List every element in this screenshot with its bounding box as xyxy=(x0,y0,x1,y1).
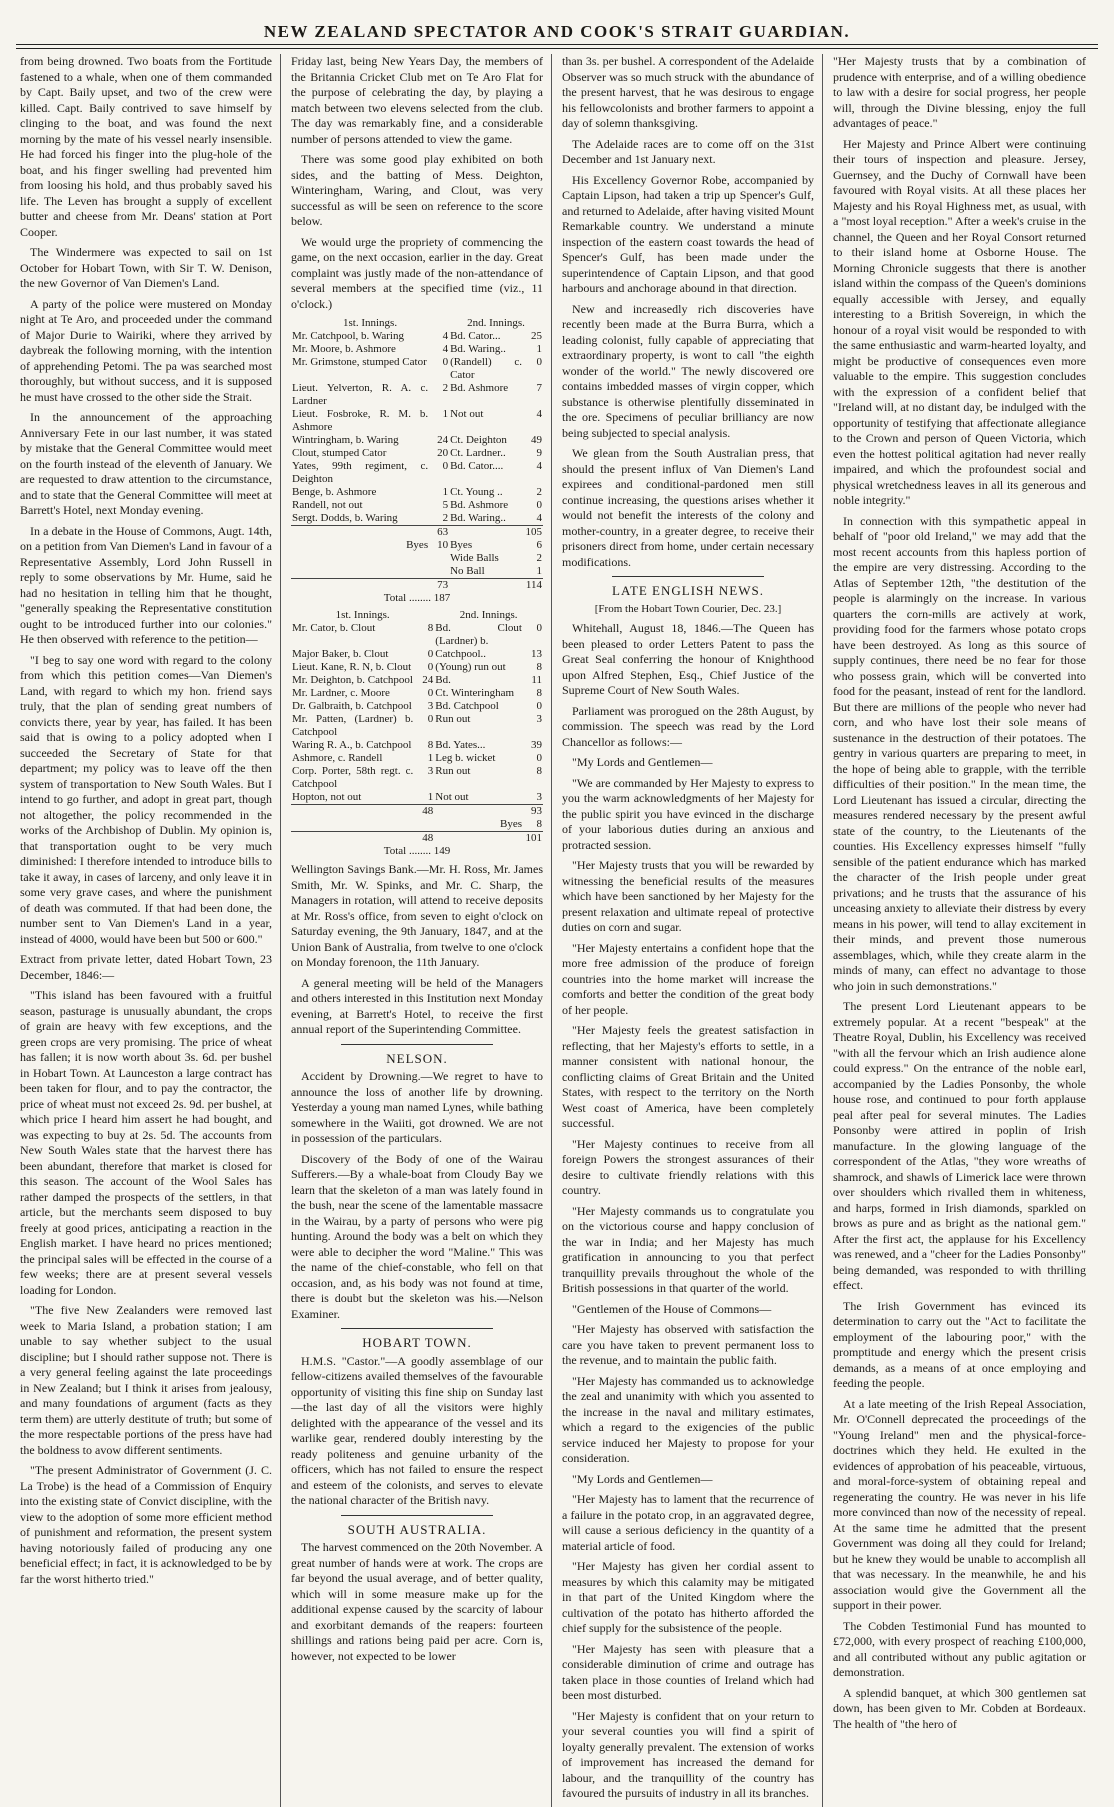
scorecard-1: 1st. Innings. 2nd. Innings. Mr. Catchpool, b. Waring 4 Bd. Cator... 25 Mr. Moore, b. Ashmore 4 Bd. Waring.. 1 Mr. Grimstone, stumped Cator 0 (Randell) c. Cator 0 Lieut. Yelverton, R. A. c. Lardner 2 Bd. Ashmore 7 Lieut. Fosbroke, R. M. b. Ashmore 1 Not out 4 Wintringham, b. Waring 24 Ct. Deighton 49 Clout, stumped Cator 20 Ct. Lardner.. 9 Yates, 99th regiment, c. Deighton 0 Bd. Cator.... 4 Benge, b. Ashmore 1 Ct. Young .. 2 Randell, not out 5 Bd. Ashmore 0 Sergt. Dodds, b. Waring 2 Bd. Waring.. 4 63 105 Byes 10 Byes 6 Wide Balls 2 No Ball 1 73 114 Total ........ 187 xyxy=(292,317,542,604)
article-harvest: The harvest commenced on the 20th November. A great number of hands were at work. The crops are far beyond the usual average, and of better quality, which will in some measure make up for the additional expense caused by the scarcity of labour and exorbitant demands of the reapers: fourteen shillings and rations being paid per acre. Corn is, however, not expected to be lower xyxy=(291,1540,543,1663)
batsman-1st: Major Baker, b. Clout xyxy=(292,648,389,660)
byes-1: 10 xyxy=(437,539,449,551)
score-row xyxy=(291,687,543,700)
batsman-1st: Lieut. Yelverton, R. A. c. Lardner xyxy=(292,382,429,407)
article-russell-quote: "I beg to say one word with regard to the colony from which this petition comes—Van Diemen's Land, with regard to which my hon. friend says truly, that the plan of sending great numbers of convicts there, year by year, has failed. It has been said that is owing to a policy adopted when I succeeded the Secretary of State for that department; my policy was to leave off the then system of transportation to New South Wales. But I intend to go further, and adopt in great part, though not altogether, the policy recommended in the works of the Archbishop of Dublin. My opinion is, that transportation ought to be very much diminished: I therefore intended to introduce bills to take it away, in cases of larceny, and only leave it in some very grave cases, and where the punishment of death was commuted. If that had been done, the number sent to Van Diemen's Land in a year, instead of 4000, would have been but 500 or 600." xyxy=(20,652,272,946)
section-heading-hobart: HOBART TOWN. xyxy=(362,1335,472,1350)
runs-2nd: 0 xyxy=(536,622,542,634)
article-general-meeting: A general meeting will be held of the Managers and others interested in this Institution next Monday evening, at Barrett's Hotel, to receive the first annual report of the Superintending Committee. xyxy=(291,975,543,1036)
speech-paragraph: "Her Majesty has to lament that the recurrence of a failure in the potato crop, in an aggravated degree, will cause a serious deficiency in the quantity of a material article of food. xyxy=(562,1492,814,1553)
article-wairau: Discovery of the Body of one of the Wairau Sufferers.—By a whale-boat from Cloudy Bay we learn that the skeleton of a man was lately found in the bush, near the scene of the lamentable massacre in the Wairau, by a party of persons who were pig hunting. Around the body was a belt on which they were able to decipher the word "Maline." This was the name of the chief-constable, who fell on that occasion, and, as his body was not found at time, there is doubt but the skeleton was his.—Nelson Examiner. xyxy=(291,1151,543,1321)
article-races: The Adelaide races are to come off on the 31st December and 1st January next. xyxy=(562,136,814,166)
extra-label: Wide Balls xyxy=(450,552,499,564)
runs-1st: 8 xyxy=(427,739,434,751)
runs-2nd: 0 xyxy=(536,499,542,511)
score-row xyxy=(291,713,543,739)
section-heading-nelson: NELSON. xyxy=(386,1050,448,1066)
innings-header: 1st. Innings. xyxy=(343,317,398,329)
byes-2: 8 xyxy=(536,818,542,830)
speech-paragraph: "Her Majesty has commanded us to acknowledge the zeal and unanimity with which you assented to the increase in the naval and military estimates, which a regard to the exigencies of the public service induced her Majesty to propose for your consideration. xyxy=(562,1373,814,1465)
runs-2nd: 49 xyxy=(531,434,542,446)
runs-2nd: 3 xyxy=(536,713,542,725)
total-1: 73 xyxy=(429,579,449,593)
extra-value: 6 xyxy=(536,539,542,551)
dismissal-2nd: Catchpool.. xyxy=(435,648,487,660)
article-hobart-letter-intro: Extract from private letter, dated Hobart Town, 23 December, 1846:— xyxy=(20,952,272,982)
runs-2nd: 1 xyxy=(536,343,542,355)
runs-2nd: 3 xyxy=(536,791,542,803)
dismissal-2nd: Bd. Ashmore xyxy=(450,382,509,394)
runs-1st: 5 xyxy=(442,499,449,511)
article-harvest-cont: than 3s. per bushel. A correspondent of the Adelaide Observer was so much struck with the abundance of the present harvest, that he was desirous to engage his fellowcolonists and brother farmers to appoint a day of solemn thanksgiving. xyxy=(562,54,814,130)
speech-address: "Gentlemen of the House of Commons— xyxy=(572,1301,772,1316)
speech-paragraph: "Her Majesty has given her cordial assent to measures by which this calamity may be mitigated in that part of the United Kingdom where the cultivation of the potato has hitherto afforded the chief supply for the subsistence of the people. xyxy=(562,1559,814,1635)
total-label: Total xyxy=(383,845,407,857)
runs-1st: 2 xyxy=(442,382,449,394)
speech-paragraph: "Her Majesty trusts that you will be rewarded by witnessing the beneficial results of the measures which have been sanctioned by her Majesty for the present relaxation and ultimate repeal of protective duties on corn and sugar. xyxy=(562,858,814,934)
dismissal-2nd: Leg b. wicket xyxy=(435,752,496,764)
innings-header: 1st. Innings. xyxy=(335,609,390,621)
article-savings-bank: Wellington Savings Bank.—Mr. H. Ross, Mr. James Smith, Mr. W. Spinks, and Mr. C. Sharp, the Managers in rotation, will attend to receive deposits at Mr. Ross's office, from seven to eight o'clock on Saturday evening, the 9th January, 1847, and at the Union Bank of Australia, from twelve to one o'clock on Monday forenoon, the 11th January. xyxy=(291,862,543,969)
runs-2nd: 0 xyxy=(536,356,542,368)
score-row xyxy=(291,447,543,460)
speech-paragraph: "Her Majesty has observed with satisfaction the care you have taken to prevent permanent loss to the revenue, and to maintain the public faith. xyxy=(562,1322,814,1367)
runs-1st: 1 xyxy=(442,486,449,498)
byes-label: Byes xyxy=(406,539,429,551)
speech-paragraph: "Her Majesty is confident that on your return to your several counties you will find a spirit of loyalty generally prevalent. The extension of works of improvement has increased the demand for labour, and the tranquillity of the country has favoured the pursuits of industry in all its branches. xyxy=(562,1708,814,1800)
batsman-1st: Mr. Deighton, b. Catchpool xyxy=(292,674,413,686)
speech-conclusion: "Her Majesty trusts that by a combination of prudence with enterprise, and of a willing obedience to law with a desire for social progress, her people will, through the Divine blessing, enjoy the full advantages of peace." xyxy=(833,54,1086,130)
column-4 xyxy=(833,54,1094,1807)
batsman-1st: Ashmore, c. Randell xyxy=(292,752,383,764)
dismissal-2nd: Bd. Waring.. xyxy=(450,512,506,524)
runs-2nd: 25 xyxy=(531,330,542,342)
runs-1st: 20 xyxy=(437,447,449,459)
runs-2nd: 13 xyxy=(531,648,542,660)
dismissal-2nd: Ct. Lardner.. xyxy=(450,447,506,459)
dismissal-2nd: Run out xyxy=(435,765,471,777)
dismissal-2nd: (Young) run out xyxy=(435,661,506,673)
article-whaling: from being drowned. Two boats from the Fortitude fastened to a whale, when one of them commanded by Capt. Baily upset, and two of the crew were killed. Capt. Baily contrived to save himself by clinging to the boat, and was found the next morning by the mate of his vessel nearly insensible. He had forced his finger into the plug-hole of the boat, and his finger swelling had prevented him from loosing his hold, and thus probably saved his life. The Leven has brought a supply of excellent butter and cheese from Mr. Deans' station at Port Cooper. xyxy=(20,54,272,239)
article-parliament: Parliament was prorogued on the 28th August, by commission. The speech was read by the Lord Chancellor as follows:— xyxy=(562,703,814,749)
batsman-1st: Wintringham, b. Waring xyxy=(292,434,399,446)
subtotal-1: 63 xyxy=(429,526,449,540)
article-lord-lieutenant: The present Lord Lieutenant appears to be extremely popular. At a recent "bespeak" at the Theatre Royal, Dublin, his Excellency was received "with all the fervour which an Irish audience alone could express." On the entrance of the noble earl, accompanied by the Ladies Ponsonby, the whole house rose, and continued to pour forth applause peal after peal for several minutes. The Ladies Ponsonby were attired in poplin of Irish manufacture. In the glowing language of the correspondent of the Atlas, "they wore wreaths of shamrock, and shawls of Limerick lace were thrown over shoulders which rivalled them in whiteness, and harps, formed in Irish diamonds, sparkled on brows as pure and as bright as the national gem." After the first act, the applause for his Excellency was renewed, and a "cheer for the Ladies Ponsonby" being demanded, was responded to with thrilling effect. xyxy=(833,999,1086,1292)
extra-value: 1 xyxy=(536,565,542,577)
score-row xyxy=(291,382,543,408)
runs-2nd: 4 xyxy=(536,512,542,524)
total-2: 114 xyxy=(523,579,543,593)
runs-1st: 4 xyxy=(442,330,449,342)
section-heading-south-australia: SOUTH AUSTRALIA. xyxy=(347,1521,487,1537)
article-royal-tour: Her Majesty and Prince Albert were continuing their tours of inspection and pleasure. Jersey, Guernsey, and the Duchy of Cornwall have been favoured with Royal visits. At all these places her Majesty and his Royal Highness met, as usual, with a "most loyal reception." After a week's cruise in the channel, the Queen and her Royal Consort returned to their island home at Osborne House. The Morning Chronicle suggests that there is another island within the compass of the Queen's dominions equally accessible with Jersey, and equally interesting to a British Sovereign, in which the honour of a royal visit would be responded to with the same enthusiastic and warm-hearted loyalty, and might be productive of consequences even more valuable to the empire. This suggestion concludes with the expression of a confident belief that "Ireland will, at no distant day, be indulged with the opportunity of testifying that affectionate allegiance to the Crown and person of Queen Victoria, which even the hottest political agitation had never really impaired, and which the profoundest social and physical wretchedness leaves in all its generous and noble integrity." xyxy=(833,136,1086,507)
article-cricket-play: There was some good play exhibited on both sides, and the batting of Mess. Deighton, Winteringham, Waring, and Clout, was very successful as will be seen on reference to the score below. xyxy=(291,152,543,228)
batsman-1st: Waring R. A., b. Catchpool xyxy=(292,739,412,751)
speech-paragraph: "Her Majesty commands us to congratulate you on the victorious course and happy conclusion of the war in India; and her Majesty has much gratification in announcing to you that perfect tranquillity prevails throughout the whole of the British possessions in that quarter of the world. xyxy=(562,1203,814,1295)
runs-1st: 0 xyxy=(427,687,434,699)
masthead-rule-thin xyxy=(16,48,1098,49)
dismissal-2nd: Ct. Winteringham xyxy=(435,687,515,699)
total-2: 101 xyxy=(523,832,543,846)
article-whitehall: Whitehall, August 18, 1846.—The Queen has been pleased to order Letters Patent to pass the Great Seal conferring the honour of Knighthood upon Alfred Stephen, Esq., Chief Justice of the Supreme Court of New South Wales. xyxy=(562,621,814,697)
speech-paragraph: "Her Majesty entertains a confident hope that the more free admission of the produce of foreign countries into the home market will increase the comforts and better the condition of the great body of her people. xyxy=(562,940,814,1017)
article-irish-government: The Irish Government has evinced its determination to carry out the "Act to facilitate the employment of the labouring poor," with the promptitude and energy which the present crisis demands, as a means of at once employing and feeding the people. xyxy=(833,1298,1086,1390)
dismissal-2nd: Ct. Deighton xyxy=(450,434,507,446)
score-row xyxy=(291,512,543,526)
article-burra: New and increasedly rich discoveries have recently been made at the Burra Burra, which a leading colonist, fully capable of appreciating that extraordinary property, is wont to call "the eighth wonder of the world." The newly discovered ore contains imbedded masses of virgin copper, which substance is otherwise plentifully disseminated in the ore. Specimens of peculiar brilliancy are now being subjected to special analysis. xyxy=(562,301,814,440)
runs-1st: 1 xyxy=(427,752,434,764)
article-administrator: "The present Administrator of Government (J. C. La Trobe) is the head of a Commission of Enquiry into the existing state of Convict discipline, with the view to the adoption of some more efficient method of punishment and reformation, the present system having notoriously failed of producing any one beneficial effect; in fact, it is acknowledged to be by far the worst hitherto tried." xyxy=(20,1463,272,1586)
runs-2nd: 7 xyxy=(536,382,542,394)
extra-label: Byes xyxy=(450,539,473,551)
score-row xyxy=(291,739,543,752)
score-row xyxy=(291,661,543,674)
runs-1st: 3 xyxy=(427,765,434,777)
column-3 xyxy=(562,54,823,1807)
grand-total: 187 xyxy=(433,592,451,604)
score-row xyxy=(291,486,543,499)
score-row xyxy=(291,408,543,434)
batsman-1st: Benge, b. Ashmore xyxy=(292,486,377,498)
runs-1st: 0 xyxy=(442,356,449,368)
score-row xyxy=(291,765,543,791)
batsman-1st: Randell, not out xyxy=(292,499,363,511)
runs-2nd: 8 xyxy=(536,687,542,699)
dismissal-2nd: Ct. Young .. xyxy=(450,486,503,498)
scorecard-2: 1st. Innings. 2nd. Innings. Mr. Cator, b. Clout 8 Bd. Clout (Lardner) b. 0 Major Baker, b. Clout 0 Catchpool.. 13 Lieut. Kane, R. N, b. Clout 0 (Young) run out 8 Mr. Deighton, b. Catchpool 24 Bd. 11 Mr. Lardner, c. Moore 0 Ct. Winteringham 8 Dr. Galbraith, b. Catchpool 3 Bd. Catchpool 0 Mr. Patten, (Lardner) b. Catchpool 0 Run out 3 Waring R. A., b. Catchpool 8 Bd. Yates... 39 Ashmore, c. Randell 1 Leg b. wicket 0 Corp. Porter, 58th regt. c. Catchpool 3 Run out 8 Hopton, not out 1 Not out 3 48 93 Byes 8 48 101 Total ........ 149 xyxy=(292,609,542,857)
speech-address: "My Lords and Gentlemen— xyxy=(572,755,713,769)
dismissal-2nd: Bd. Cator... xyxy=(450,330,501,342)
runs-1st: 4 xyxy=(442,343,449,355)
runs-2nd: 0 xyxy=(536,700,542,712)
score-row xyxy=(291,499,543,512)
section-heading-late-english-news: LATE ENGLISH NEWS. xyxy=(612,583,764,598)
batsman-1st: Mr. Lardner, c. Moore xyxy=(292,687,390,699)
divider xyxy=(341,1044,492,1045)
speech-paragraph: "We are commanded by Her Majesty to express to you the warm acknowledgments of her Majesty for the public spirit you have evinced in the discharge of your laborious duties during an anxious and protracted session. xyxy=(562,775,814,852)
runs-2nd: 2 xyxy=(536,486,542,498)
dismissal-2nd: Bd. Catchpool xyxy=(435,700,499,712)
dismissal-2nd: Bd. xyxy=(435,674,451,686)
article-cobden-banquet: A splendid banquet, at which 300 gentlemen sat down, has been given to Mr. Cobden at Bordeaux. The health of "the hero of xyxy=(833,1685,1086,1731)
batsman-1st: Clout, stumped Cator xyxy=(292,447,387,459)
score-row xyxy=(291,356,543,382)
dismissal-2nd: Bd. Ashmore xyxy=(450,499,509,511)
dismissal-2nd: Not out xyxy=(450,408,484,420)
score-row xyxy=(291,330,543,343)
subtotal-2: 105 xyxy=(523,526,543,540)
runs-2nd: 8 xyxy=(536,661,542,673)
article-cricket-urge: We would urge the propriety of commencing the game, on the next occasion, earlier in the day. Great complaint was justly made of the non-attendance of several members at the specified time (viz., 11 o'clock.) xyxy=(291,234,543,311)
runs-1st: 3 xyxy=(427,700,434,712)
runs-1st: 2 xyxy=(442,512,449,524)
runs-1st: 8 xyxy=(427,622,434,634)
dismissal-2nd: Not out xyxy=(435,791,469,803)
runs-2nd: 4 xyxy=(536,460,542,472)
article-windermere: The Windermere was expected to sail on 1st October for Hobart Town, with Sir T. W. Denison, the new Governor of Van Diemen's Land. xyxy=(20,245,272,290)
article-castor: H.M.S. "Castor."—A goodly assemblage of our fellow-citizens availed themselves of the favourable opportunity of visiting this fine ship on Sunday last—the last day of all the visitors were highly delighted with the appearance of the vessel and its warlike gear, rendered doubly interesting by the ready politeness and genuine urbanity of the officers, which has not failed to ensure the respect and esteem of the colonists, and serves to elevate the national character of the British navy. xyxy=(291,1353,543,1507)
dismissal-2nd: Bd. Yates... xyxy=(435,739,486,751)
article-anniversary: In the announcement of the approaching Anniversary Fete in our last number, it was stated by mistake that the General Committee would meet on the fourth instead of the eleventh of January. We are requested to draw attention to the circumstance, and to state that the General Committee will meet at Barrett's Hotel, next Monday evening. xyxy=(20,410,272,517)
source-line: [From the Hobart Town Courier, Dec. 23.] xyxy=(594,602,782,615)
subtotal-2: 93 xyxy=(523,805,543,819)
runs-2nd: 4 xyxy=(536,408,542,420)
batsman-1st: Sergt. Dodds, b. Waring xyxy=(292,512,398,524)
article-repeal-association: At a late meeting of the Irish Repeal Association, Mr. O'Connell deprecated the proceedings of the "Young Ireland" men and the physical-force-doctrines which they held. He exulted in the evidences of approbation of his peaceable, virtuous, and moral-force-system of obtaining repeal and regenerating the country. He was never in his life more convinced than now of the necessity of repeal. At the same time he admitted that the present Government was doing all they could for Ireland; but he knew they would be unable to accomplish all that was necessary. In the meanwhile, he and his association would give the Government all the support in their power. xyxy=(833,1396,1086,1612)
article-expirees: We glean from the South Australian press, that should the present influx of Van Diemen's Land expirees and conditional-pardoned men still continue increasing, the questions arises whether it would not benefit the interests of the colony and mother-country, in a greater degree, to receive their prisoners direct from home, under certain necessary modifications. xyxy=(562,446,814,569)
batsman-1st: Mr. Moore, b. Ashmore xyxy=(292,343,396,355)
batsman-1st: Dr. Galbraith, b. Catchpool xyxy=(292,700,412,712)
runs-1st: 0 xyxy=(427,648,434,660)
divider xyxy=(341,1328,492,1329)
score-row xyxy=(291,343,543,356)
masthead-title: NEW ZEALAND SPECTATOR AND COOK'S STRAIT GUARDIAN. xyxy=(263,22,851,41)
article-drowning: Accident by Drowning.—We regret to have to announce the loss of another life by drowning. Yesterday a young man named Lynes, while bathing somewhere in the Waiiti, got drowned. We are not in possession of the particulars. xyxy=(291,1069,543,1145)
runs-1st: 1 xyxy=(427,791,434,803)
article-cricket: Friday last, being New Years Day, the members of the Britannia Cricket Club met on Te Aro Flat for the purpose of celebrating the day, by playing a match between two elevens selected from the club. The day was remarkably fine, and a considerable number of persons attended to view the game. xyxy=(291,54,543,146)
divider xyxy=(612,576,763,577)
speech-paragraph: "Her Majesty has seen with pleasure that a considerable diminution of crime and outrage has taken place in those counties of Ireland which had been most disturbed. xyxy=(562,1641,814,1702)
dismissal-2nd: (Randell) c. Cator xyxy=(450,356,522,381)
innings-header: 2nd. Innings. xyxy=(467,317,525,329)
runs-1st: 0 xyxy=(442,460,449,472)
runs-2nd: 9 xyxy=(536,447,542,459)
score-row xyxy=(291,752,543,765)
byes-label: Byes xyxy=(500,818,522,830)
extra-value: 2 xyxy=(536,552,542,564)
score-row xyxy=(291,622,543,648)
article-police: A party of the police were mustered on Monday night at Te Aro, and proceeded under the command of Major Durie to Wairiki, where they arrived by daybreak the following morning, with the intention of apprehending Petomi. The pa was searched most thoroughly, but without success, and it is supposed he must have crossed to the other side the Strait. xyxy=(20,296,272,404)
batsman-1st: Lieut. Fosbroke, R. M. b. Ashmore xyxy=(292,408,429,433)
batsman-1st: Corp. Porter, 58th regt. c. Catchpool xyxy=(292,765,414,790)
article-commons-debate: In a debate in the House of Commons, Augt. 14th, on a petition from Van Diemen's Land in favour of a Representative Assembly, Lord John Russell in reply to some observations by Mr. Hume, said he had no hesitation in telling him that he thought, "generally speaking the Representative constitution ought to be introduced further into our colonies." He then observed with reference to the petition— xyxy=(20,523,272,646)
runs-1st: 1 xyxy=(442,408,449,420)
batsman-1st: Mr. Grimstone, stumped Cator xyxy=(292,356,427,368)
batsman-1st: Mr. Patten, (Lardner) b. Catchpool xyxy=(292,713,414,738)
article-new-zealanders: "The five New Zealanders were removed last week to Maria Island, a probation station; I am unable to say whether subject to the usual discipline; but I should rather suppose not. There is a very general feeling against the late proceedings in New Zealand; but I think it arises from jealousy, and many foundations of argument (facts as they term them) are utterly destitute of truth; but some of the more respectable portions of the press have had the boldness to avow different sentiments. xyxy=(20,1303,272,1457)
dismissal-2nd: Run out xyxy=(435,713,471,725)
dismissal-2nd: Bd. Cator.... xyxy=(450,460,504,472)
runs-1st: 0 xyxy=(427,661,434,673)
runs-2nd: 0 xyxy=(536,752,542,764)
extra-label: No Ball xyxy=(450,565,485,577)
batsman-1st: Yates, 99th regiment, c. Deighton xyxy=(292,460,429,485)
score-row xyxy=(291,648,543,661)
subtotal-1: 48 xyxy=(414,805,434,819)
batsman-1st: Mr. Cator, b. Clout xyxy=(292,622,376,634)
score-row xyxy=(291,460,543,486)
dismissal-2nd: Bd. Waring.. xyxy=(450,343,506,355)
batsman-1st: Hopton, not out xyxy=(292,791,362,803)
runs-1st: 24 xyxy=(437,434,449,446)
masthead-rule xyxy=(16,44,1098,45)
article-cobden-fund: The Cobden Testimonial Fund has mounted to £72,000, with every prospect of reaching £100,000, and all contributed without any public agitation or demonstration. xyxy=(833,1618,1086,1679)
speech-paragraph: "Her Majesty continues to receive from all foreign Powers the strongest assurances of their desire to cultivate friendly relations with this country. xyxy=(562,1136,814,1197)
article-governor-robe: His Excellency Governor Robe, accompanied by Captain Lipson, had taken a trip up Spencer's Gulf, and returned to Adelaide, after having visited Mount Remarkable country. We understand a minute inspection of the eastern coast towards the head of Spencer's Gulf, has been made under the superintendence of Captain Lipson, and that good harbours and anchorage abound in that direction. xyxy=(562,172,814,295)
runs-2nd: 11 xyxy=(531,674,542,686)
column-2 xyxy=(291,54,552,1807)
speech-paragraph: "Her Majesty feels the greatest satisfaction in reflecting, that her Majesty's efforts to settle, in a manner consistent with national honour, the conflicting claims of Great Britain and the United States, with respect to the territory on the North West coast of America, have been completely successful. xyxy=(562,1023,814,1130)
runs-1st: 0 xyxy=(427,713,434,725)
speech-address: "My Lords and Gentlemen— xyxy=(572,1471,713,1486)
score-row xyxy=(291,700,543,713)
score-row xyxy=(291,791,543,805)
score-row xyxy=(291,434,543,447)
grand-total: 149 xyxy=(433,845,451,857)
runs-1st: 24 xyxy=(422,674,434,686)
innings-header: 2nd. Innings. xyxy=(459,609,518,621)
total-1: 48 xyxy=(414,832,434,846)
divider xyxy=(341,1515,492,1516)
runs-2nd: 39 xyxy=(531,739,542,751)
dismissal-2nd: Bd. Clout (Lardner) b. xyxy=(435,622,522,647)
batsman-1st: Mr. Catchpool, b. Waring xyxy=(292,330,404,342)
batsman-1st: Lieut. Kane, R. N, b. Clout xyxy=(292,661,412,673)
article-hobart-letter: "This island has been favoured with a fruitful season, pasturage is unusually abundant, the crops of grain are heavy with few exceptions, and the green crops are very promising. The price of wheat has fallen; it is now worth about 3s. 6d. per bushel in Hobart Town. At Launceston a large contract has been taken for flour, and to pay the contractor, the price of wheat must not exceed 2s. 9d. per bushel, at which price I heard him assert he had bought, and was expecting to buy at 2s. 5d. The accounts from New South Wales state that the harvest there has been abundant, therefore that market is closed for this season. The account of the Wool Sales has rather damped the prospects of the settlers, in that article, but the merchants seem disposed to buy freely at good prices, anticipating a reaction in the English market. I have heard no prices mentioned; the principal sales will be effected in the course of a few weeks; there are at present several vessels loading for London. xyxy=(20,988,272,1297)
column-1 xyxy=(20,54,281,1807)
score-row xyxy=(291,674,543,687)
runs-2nd: 8 xyxy=(536,765,542,777)
total-label: Total xyxy=(383,592,407,604)
article-ireland-distress: In connection with this sympathetic appeal in behalf of "poor old Ireland," we may add that the most recent accounts from this hapless portion of the empire are very distressing. According to the Atlas of September 12th, "the destitution of the people is alarmingly on the increase. In various quarters the corn-mills are actively at work, providing food for the farmers whose potato crops have been destroyed. As long as this source of supply continues, there need be no fear for those who possess grain, which will be converted into food for the peasant, instead of rent for the landlord. But there are millions of the people who never had corn, and who have lost their sole means of sustenance in the destruction of their potatoes. The gentry in various quarters are preparing to meet, in the hope of being able to grapple, with the terrible difficulties of their position." In the mean time, the Lord Lieutenant has issued a circular, directing the measures rendered necessary by the present awful state of the country, to the Lieutenants of the counties. His Excellency expresses himself "fully sensible of the patient endurance which has marked the character of the Irish people under great privations; and he trusts that the assurance of his unceasing anxiety to alleviate their distress by every means in his power, will tend to allay excitement in their minds, and prevent those numerous assemblages, which, while they create alarm in the minds of many, can effect no advantage to those who join in such demonstrations." xyxy=(833,513,1086,993)
columns xyxy=(20,54,1094,1800)
subtotal xyxy=(291,526,429,540)
